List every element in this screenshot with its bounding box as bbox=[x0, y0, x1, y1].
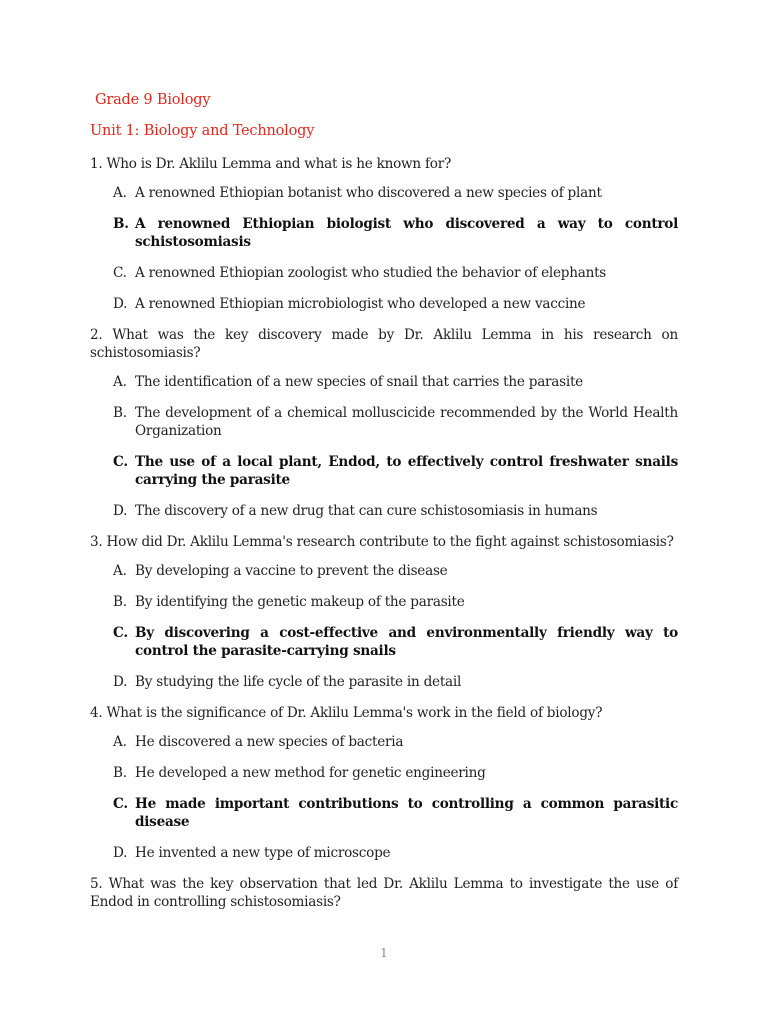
option-text: He invented a new type of microscope bbox=[135, 845, 391, 861]
answer-option-correct bbox=[113, 453, 678, 489]
option-letter: D. bbox=[113, 845, 128, 861]
answer-option bbox=[113, 502, 678, 520]
option-letter: B. bbox=[113, 765, 127, 781]
answer-option bbox=[113, 184, 678, 202]
answer-options bbox=[90, 733, 678, 862]
option-text: He developed a new method for genetic engineering bbox=[135, 765, 486, 781]
option-text: The use of a local plant, Endod, to effectively control freshwater snails carrying the parasite bbox=[135, 454, 678, 488]
answer-option bbox=[113, 844, 678, 862]
answer-option bbox=[113, 733, 678, 751]
answer-options bbox=[90, 184, 678, 313]
option-letter: A. bbox=[113, 734, 127, 750]
option-letter: C. bbox=[113, 454, 128, 470]
answer-option-correct bbox=[113, 624, 678, 660]
grade-title: Grade 9 Biology bbox=[95, 92, 211, 108]
option-letter: C. bbox=[113, 625, 128, 641]
option-text: He made important contributions to controlling a common parasitic disease bbox=[135, 796, 678, 830]
option-letter: A. bbox=[113, 374, 127, 390]
option-text: He discovered a new species of bacteria bbox=[135, 734, 404, 750]
option-text: A renowned Ethiopian botanist who discovered a new species of plant bbox=[135, 185, 602, 201]
question-text: 2. What was the key discovery made by Dr. Aklilu Lemma in his research on schistosomiasis? bbox=[90, 327, 678, 361]
answer-option bbox=[113, 295, 678, 313]
unit-title: Unit 1: Biology and Technology bbox=[90, 123, 315, 139]
option-letter: A. bbox=[113, 563, 127, 579]
option-letter: D. bbox=[113, 503, 128, 519]
option-text: By discovering a cost-effective and environmentally friendly way to control the parasite-carrying snails bbox=[135, 625, 678, 659]
option-text: A renowned Ethiopian biologist who discovered a way to control schistosomiasis bbox=[135, 216, 678, 250]
answer-option bbox=[113, 764, 678, 782]
question-list bbox=[90, 155, 678, 922]
question-text: 1. Who is Dr. Aklilu Lemma and what is he known for? bbox=[90, 156, 451, 172]
question-text: 4. What is the significance of Dr. Aklilu Lemma's work in the field of biology? bbox=[90, 705, 603, 721]
option-letter: C. bbox=[113, 796, 128, 812]
option-text: By studying the life cycle of the parasite in detail bbox=[135, 674, 462, 690]
page-number: 1 bbox=[380, 946, 388, 960]
answer-option bbox=[113, 562, 678, 580]
answer-option bbox=[113, 373, 678, 391]
option-letter: C. bbox=[113, 265, 127, 281]
option-letter: B. bbox=[113, 405, 127, 421]
answer-option bbox=[113, 593, 678, 611]
option-text: By developing a vaccine to prevent the disease bbox=[135, 563, 448, 579]
answer-option bbox=[113, 264, 678, 282]
option-text: The discovery of a new drug that can cure schistosomiasis in humans bbox=[135, 503, 598, 519]
option-letter: B. bbox=[113, 216, 129, 232]
option-text: A renowned Ethiopian microbiologist who developed a new vaccine bbox=[135, 296, 586, 312]
answer-option bbox=[113, 673, 678, 691]
answer-option-correct bbox=[113, 215, 678, 251]
option-text: A renowned Ethiopian zoologist who studied the behavior of elephants bbox=[135, 265, 607, 281]
question-text: 5. What was the key observation that led Dr. Aklilu Lemma to investigate the use of Endod in controlling schistosomiasis? bbox=[90, 876, 678, 910]
answer-option bbox=[113, 404, 678, 440]
option-letter: B. bbox=[113, 594, 127, 610]
option-text: The development of a chemical molluscicide recommended by the World Health Organization bbox=[135, 405, 678, 439]
option-letter: D. bbox=[113, 674, 128, 690]
option-letter: A. bbox=[113, 185, 127, 201]
option-text: By identifying the genetic makeup of the parasite bbox=[135, 594, 465, 610]
answer-options bbox=[90, 373, 678, 520]
answer-option-correct bbox=[113, 795, 678, 831]
option-letter: D. bbox=[113, 296, 128, 312]
question-text: 3. How did Dr. Aklilu Lemma's research contribute to the fight against schistosomiasis? bbox=[90, 534, 674, 550]
option-text: The identification of a new species of snail that carries the parasite bbox=[135, 374, 583, 390]
answer-options bbox=[90, 562, 678, 691]
